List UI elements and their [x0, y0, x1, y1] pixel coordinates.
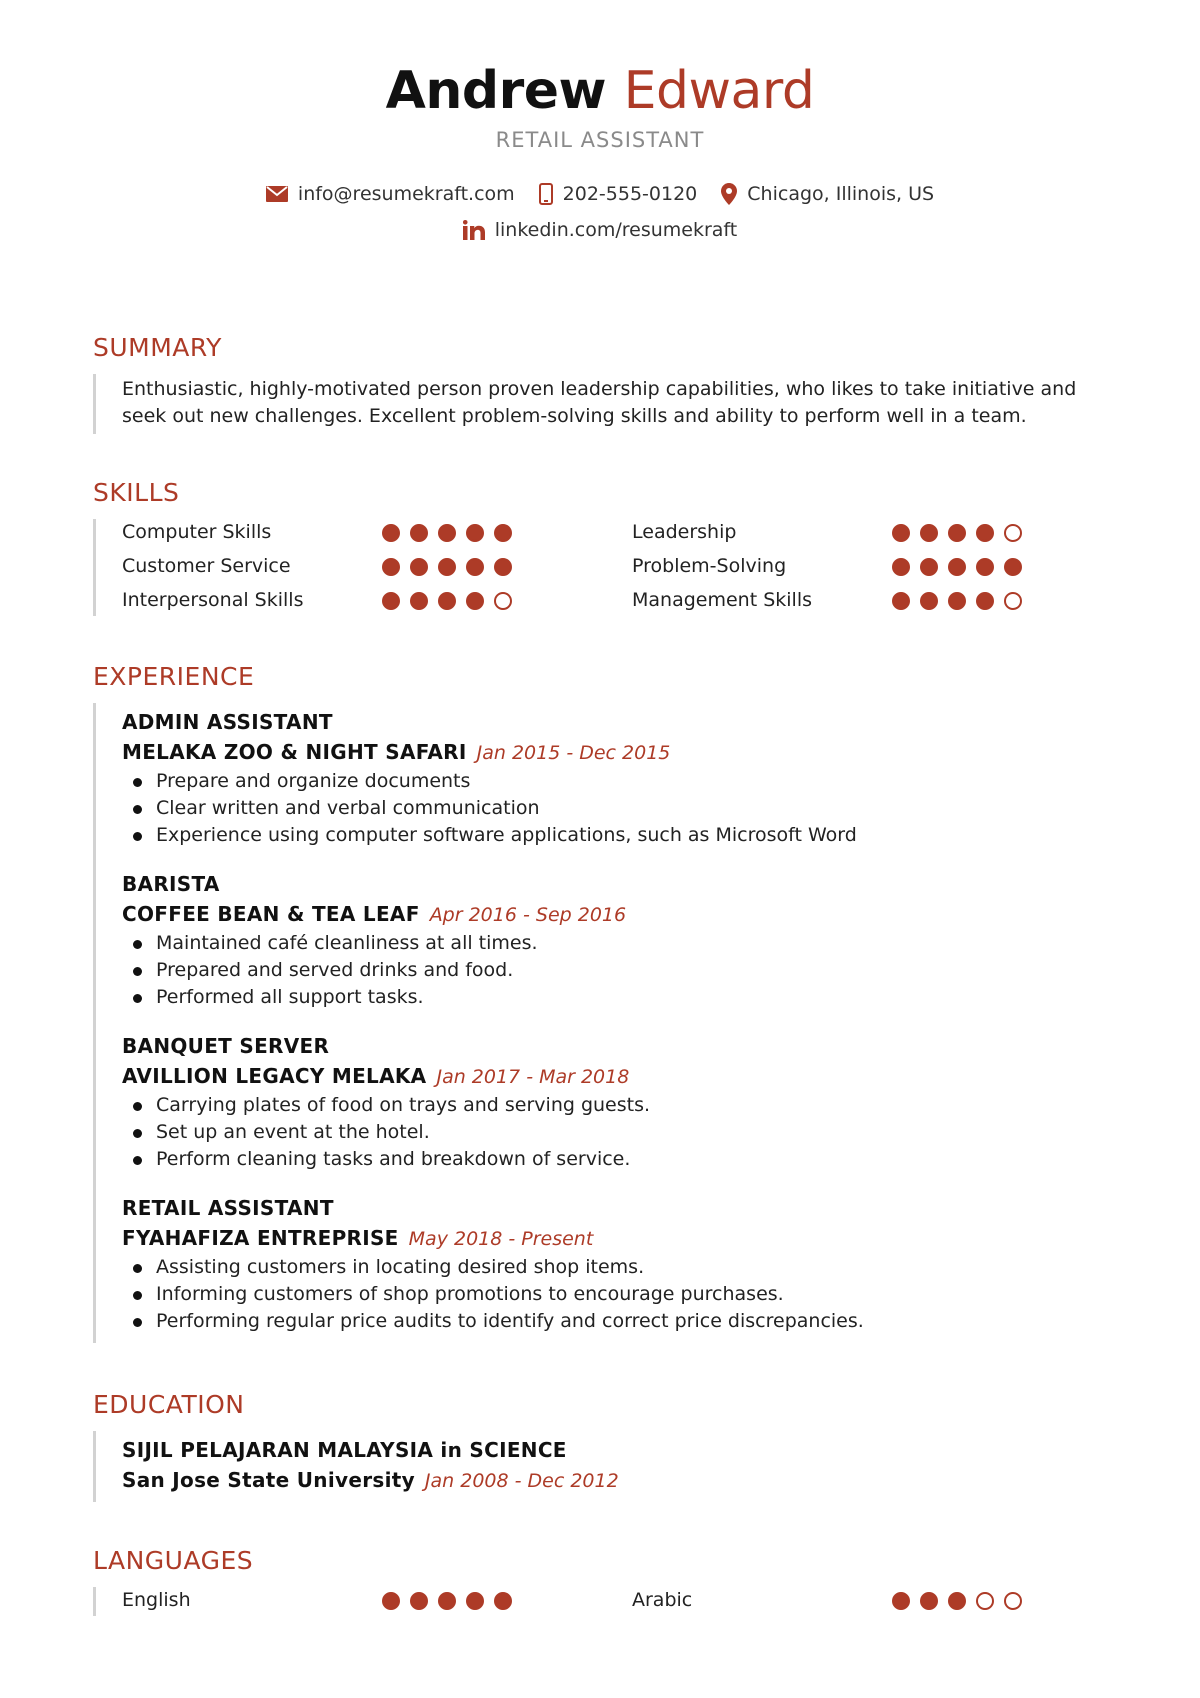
contact-row-2	[0, 219, 1200, 241]
job-company-line	[122, 899, 1113, 930]
linkedin-icon	[463, 220, 485, 240]
bullet-item: Set up an event at the hotel.	[122, 1119, 1113, 1146]
skill-label: Interpersonal Skills	[122, 589, 304, 611]
bullet-item: Prepared and served drinks and food.	[122, 957, 1113, 984]
summary-text: Enthusiastic, highly-motivated person proven leadership capabilities, who likes to take initiative and seek out new challenges. Excellent problem-solving skills and ability to perform well in a team.	[122, 378, 1077, 427]
skill-label: Problem-Solving	[632, 555, 787, 577]
rating-dot-empty	[1004, 592, 1022, 610]
experience-body	[93, 703, 1113, 1343]
job-bullets	[122, 930, 1113, 1011]
bullet-item: Clear written and verbal communication	[122, 795, 1113, 822]
summary-section	[93, 333, 1113, 434]
language-rating	[892, 1588, 1142, 1613]
company-name: COFFEE BEAN & TEA LEAF	[122, 902, 420, 926]
job-dates: Apr 2016 - Sep 2016	[429, 904, 627, 926]
skills-grid	[122, 520, 1113, 613]
rating-dot-filled	[382, 592, 400, 610]
experience-heading: EXPERIENCE	[93, 662, 255, 691]
summary-heading: SUMMARY	[93, 333, 222, 362]
email-text[interactable]: info@resumekraft.com	[297, 183, 515, 205]
rating-dot-filled	[920, 1592, 938, 1610]
rating-dot-filled	[892, 524, 910, 542]
rating-dot-filled	[466, 524, 484, 542]
last-name: Edward	[623, 61, 815, 121]
map-pin-icon	[721, 183, 737, 205]
rating-dot-filled	[976, 592, 994, 610]
rating-dot-filled	[920, 592, 938, 610]
bullet-item: Performing regular price audits to identify and correct price discrepancies.	[122, 1308, 1113, 1335]
education-line	[122, 1465, 1113, 1496]
job-bullets	[122, 1254, 1113, 1335]
skill-rating	[382, 554, 632, 579]
phone-text[interactable]: 202-555-0120	[562, 183, 698, 205]
skill-rating	[382, 520, 632, 545]
resume-header	[0, 62, 1200, 152]
language-rating	[382, 1588, 632, 1613]
rating-dot-filled	[892, 558, 910, 576]
rating-dot-filled	[494, 524, 512, 542]
rating-dot-filled	[438, 558, 456, 576]
bullet-item: Assisting customers in locating desired shop items.	[122, 1254, 1113, 1281]
bullet-item: Carrying plates of food on trays and serving guests.	[122, 1092, 1113, 1119]
company-name: FYAHAFIZA ENTREPRISE	[122, 1226, 399, 1250]
rating-dot-filled	[976, 558, 994, 576]
education-school: San Jose State University	[122, 1468, 415, 1492]
rating-dot-empty	[1004, 1592, 1022, 1610]
job-title: RETAIL ASSISTANT	[122, 1196, 334, 1220]
language-label: Arabic	[632, 1589, 693, 1611]
skill-rating	[382, 588, 632, 613]
job-entry	[122, 869, 1113, 1011]
rating-dot-filled	[976, 524, 994, 542]
job-title: ADMIN ASSISTANT	[122, 710, 333, 734]
rating-dot-filled	[892, 1592, 910, 1610]
contact-email[interactable]	[266, 183, 515, 205]
skill-label: Leadership	[632, 521, 737, 543]
languages-heading: LANGUAGES	[93, 1546, 254, 1575]
rating-dot-empty	[1004, 524, 1022, 542]
languages-body	[93, 1587, 1113, 1616]
linkedin-text[interactable]: linkedin.com/resumekraft	[494, 219, 738, 241]
education-section	[93, 1390, 1113, 1502]
job-title: BARISTA	[122, 872, 220, 896]
company-name: MELAKA ZOO & NIGHT SAFARI	[122, 740, 467, 764]
language-label: English	[122, 1589, 191, 1611]
rating-dot-filled	[382, 524, 400, 542]
job-title: RETAIL ASSISTANT	[495, 127, 705, 152]
job-company-line	[122, 737, 1113, 768]
envelope-icon	[266, 186, 288, 202]
rating-dot-filled	[920, 524, 938, 542]
rating-dot-filled	[494, 1592, 512, 1610]
rating-dot-filled	[1004, 558, 1022, 576]
bullet-item: Experience using computer software applications, such as Microsoft Word	[122, 822, 1113, 849]
rating-dot-filled	[494, 558, 512, 576]
rating-dot-filled	[948, 1592, 966, 1610]
bullet-item: Perform cleaning tasks and breakdown of service.	[122, 1146, 1113, 1173]
rating-dot-empty	[494, 592, 512, 610]
rating-dot-filled	[438, 1592, 456, 1610]
bullet-item: Maintained café cleanliness at all times.	[122, 930, 1113, 957]
rating-dot-filled	[382, 558, 400, 576]
skill-label: Computer Skills	[122, 521, 272, 543]
rating-dot-filled	[466, 1592, 484, 1610]
job-entry	[122, 1031, 1113, 1173]
skill-label: Customer Service	[122, 555, 291, 577]
rating-dot-filled	[892, 592, 910, 610]
education-dates: Jan 2008 - Dec 2012	[424, 1470, 619, 1492]
contact-row	[0, 183, 1200, 205]
rating-dot-filled	[466, 592, 484, 610]
languages-section	[93, 1546, 1113, 1616]
rating-dot-filled	[920, 558, 938, 576]
job-entry	[122, 707, 1113, 849]
job-entry	[122, 1193, 1113, 1335]
job-dates: May 2018 - Present	[408, 1228, 594, 1250]
job-bullets	[122, 768, 1113, 849]
job-title: BANQUET SERVER	[122, 1034, 330, 1058]
candidate-name	[0, 62, 1200, 122]
skills-heading: SKILLS	[93, 478, 180, 507]
rating-dot-filled	[948, 592, 966, 610]
skill-rating	[892, 588, 1142, 613]
rating-dot-filled	[948, 524, 966, 542]
job-bullets	[122, 1092, 1113, 1173]
skills-body	[93, 519, 1113, 616]
rating-dot-filled	[410, 592, 428, 610]
rating-dot-filled	[382, 1592, 400, 1610]
job-company-line	[122, 1223, 1113, 1254]
contact-location	[721, 183, 934, 205]
company-name: AVILLION LEGACY MELAKA	[122, 1064, 427, 1088]
rating-dot-filled	[948, 558, 966, 576]
skill-rating	[892, 554, 1142, 579]
job-company-line	[122, 1061, 1113, 1092]
location-text: Chicago, Illinois, US	[747, 183, 935, 205]
rating-dot-filled	[438, 524, 456, 542]
rating-dot-filled	[466, 558, 484, 576]
rating-dot-empty	[976, 1592, 994, 1610]
education-degree: SIJIL PELAJARAN MALAYSIA in SCIENCE	[122, 1438, 567, 1462]
bullet-item: Performed all support tasks.	[122, 984, 1113, 1011]
job-dates: Jan 2015 - Dec 2015	[476, 742, 671, 764]
bullet-item: Informing customers of shop promotions to encourage purchases.	[122, 1281, 1113, 1308]
job-dates: Jan 2017 - Mar 2018	[436, 1066, 630, 1088]
mobile-phone-icon	[539, 183, 553, 205]
rating-dot-filled	[410, 1592, 428, 1610]
bullet-item: Prepare and organize documents	[122, 768, 1113, 795]
rating-dot-filled	[438, 592, 456, 610]
summary-body	[93, 374, 1113, 434]
contact-linkedin[interactable]	[463, 219, 738, 241]
skill-label: Management Skills	[632, 589, 812, 611]
contact-phone[interactable]	[539, 183, 698, 205]
education-body	[93, 1431, 1113, 1502]
languages-grid	[122, 1588, 1113, 1613]
first-name: Andrew	[385, 61, 607, 121]
education-heading: EDUCATION	[93, 1390, 245, 1419]
skill-rating	[892, 520, 1142, 545]
rating-dot-filled	[410, 558, 428, 576]
experience-section	[93, 662, 1113, 1343]
rating-dot-filled	[410, 524, 428, 542]
skills-section	[93, 478, 1113, 616]
